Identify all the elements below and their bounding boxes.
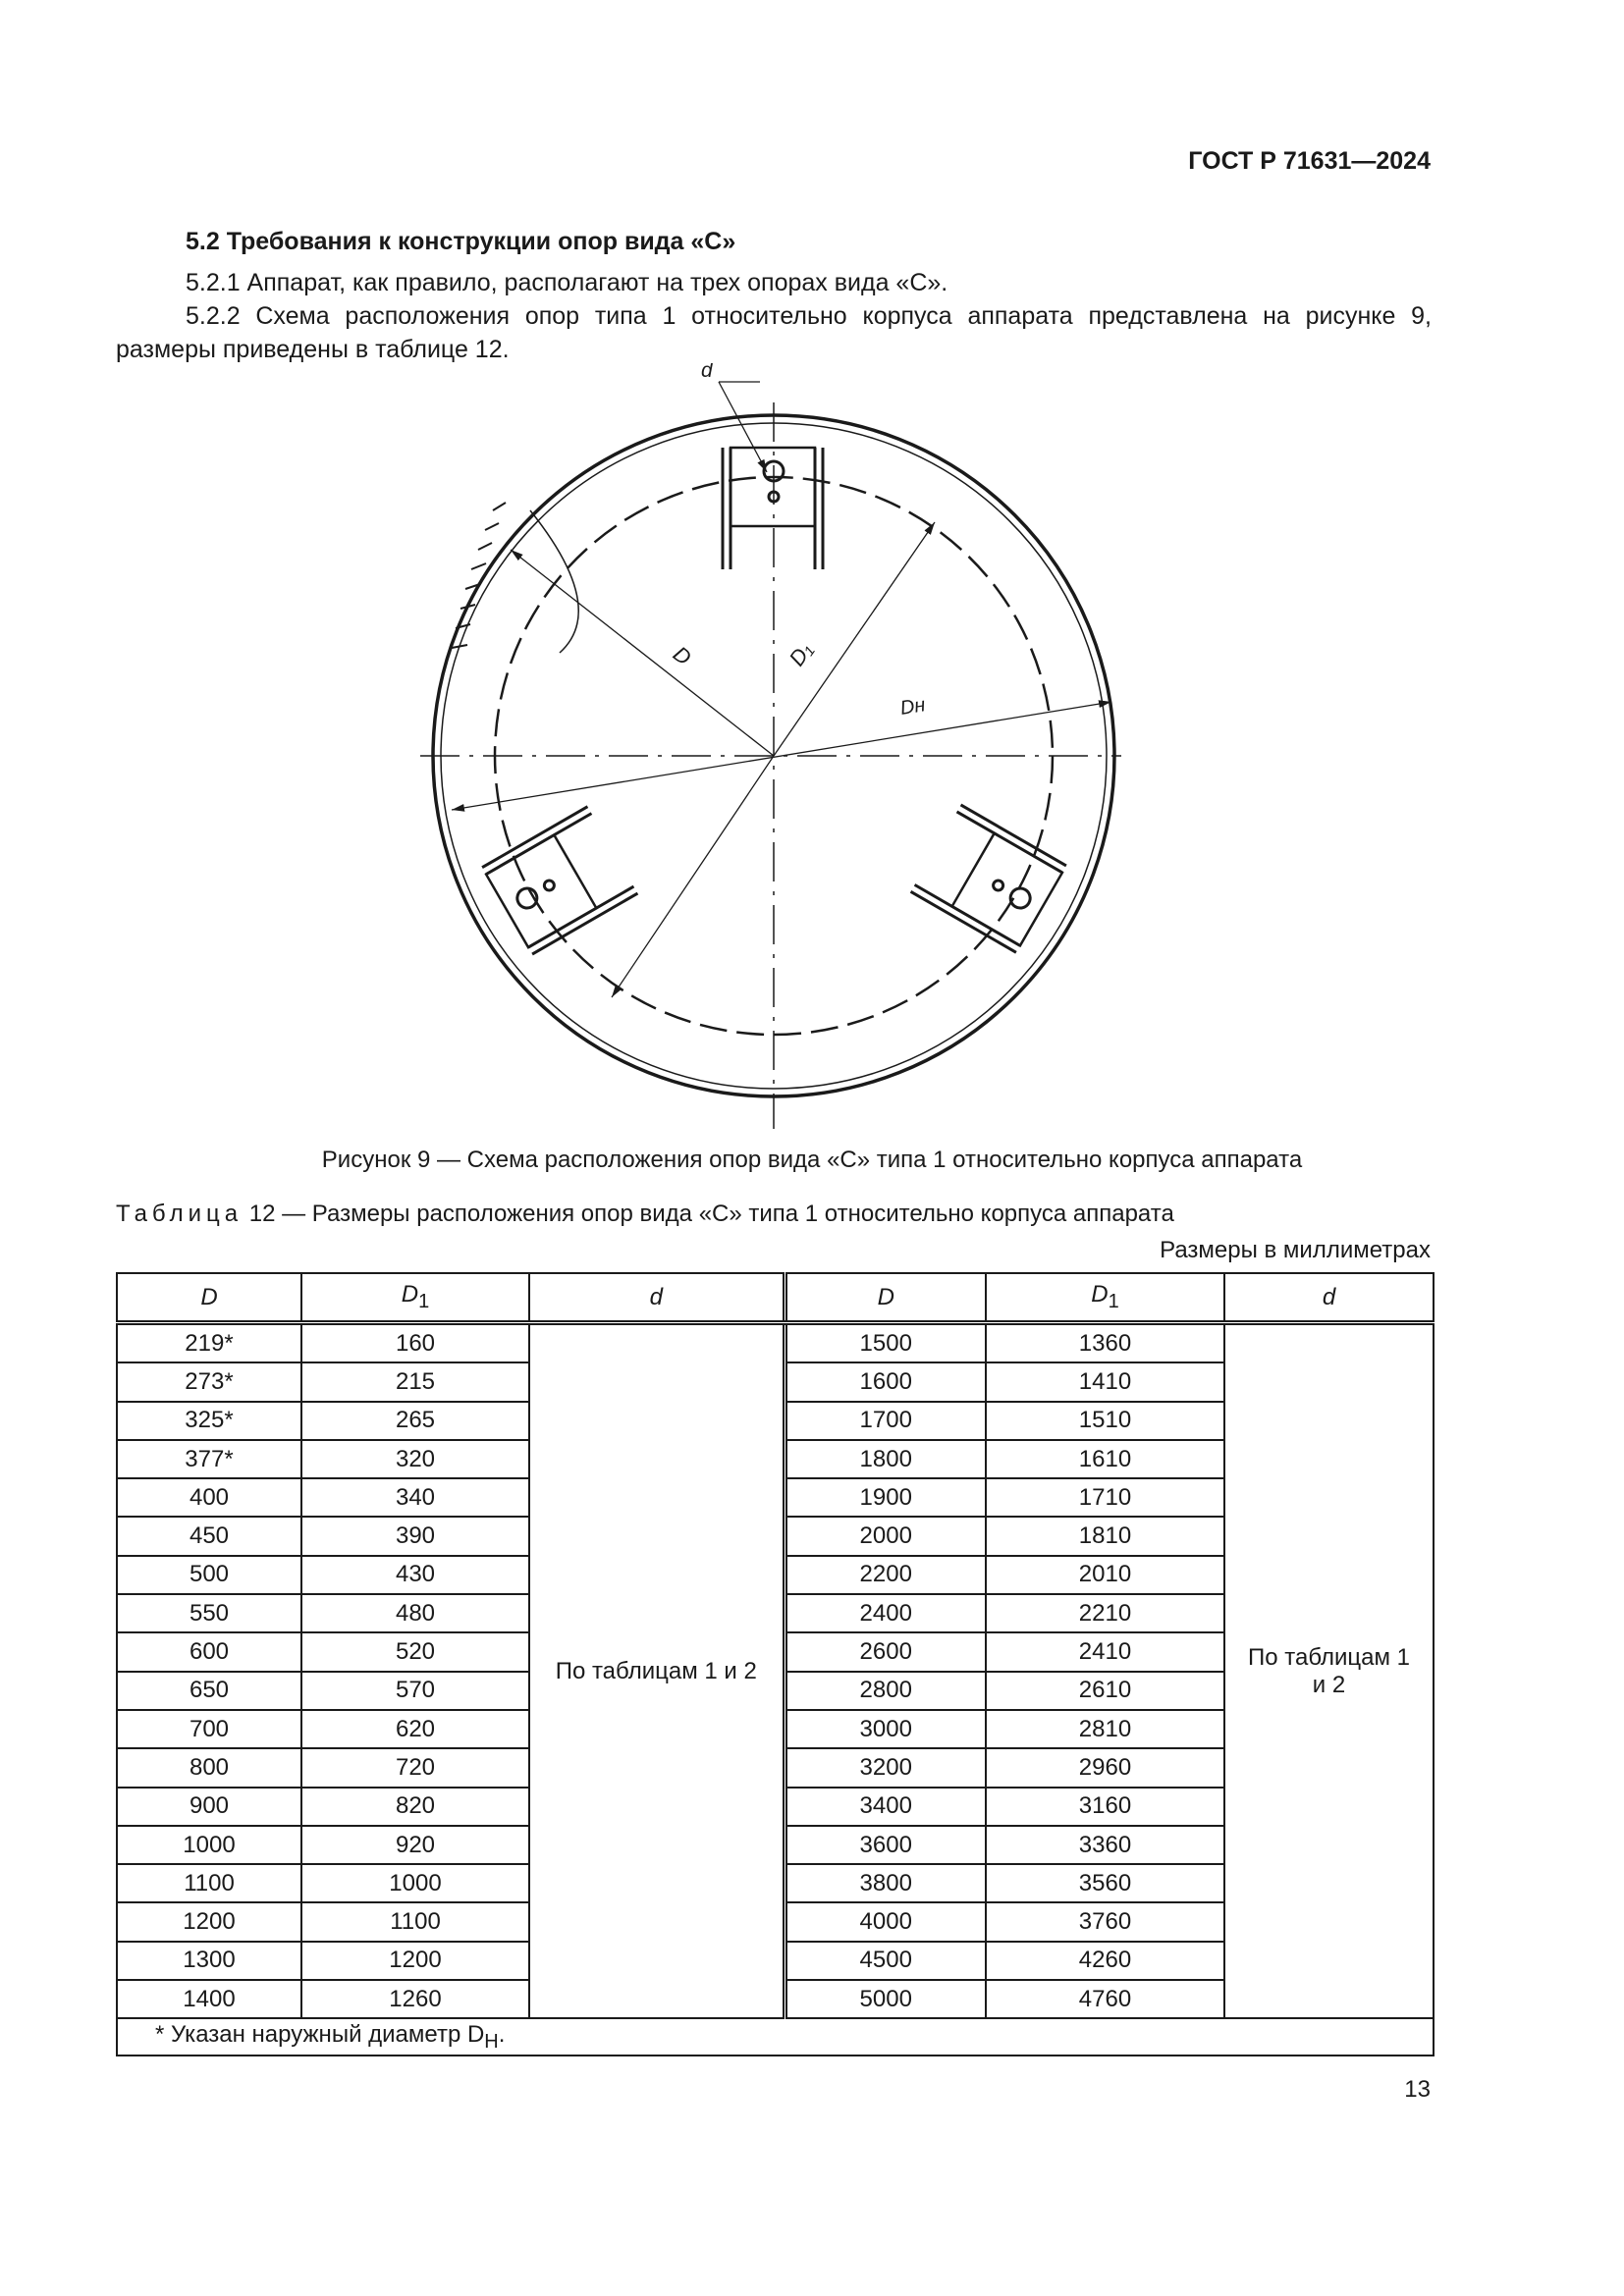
header-d-right: d bbox=[1224, 1273, 1434, 1323]
cell-D-right: 4500 bbox=[785, 1942, 986, 1980]
cell-D-right: 1600 bbox=[785, 1362, 986, 1401]
cell-D1-left: 820 bbox=[301, 1788, 529, 1826]
cell-D-right: 2800 bbox=[785, 1672, 986, 1710]
paragraph-5-2-1: 5.2.1 Аппарат, как правило, располагают на трех опорах вида «С». bbox=[186, 269, 948, 296]
cell-D1-right: 1610 bbox=[986, 1440, 1224, 1478]
cell-D1-left: 620 bbox=[301, 1710, 529, 1748]
cell-D1-right: 3760 bbox=[986, 1902, 1224, 1941]
cell-D1-right: 3560 bbox=[986, 1864, 1224, 1902]
cell-D-right: 3400 bbox=[785, 1788, 986, 1826]
cell-D-right: 1800 bbox=[785, 1440, 986, 1478]
table-caption bbox=[116, 1201, 1174, 1228]
table-body bbox=[117, 1323, 1434, 2019]
figure-caption: Рисунок 9 — Схема расположения опор вида «С» типа 1 относительно корпуса аппарата bbox=[321, 1147, 1303, 1173]
table-12 bbox=[116, 1272, 1433, 2056]
cell-D1-left: 265 bbox=[301, 1402, 529, 1440]
cell-D1-right: 3360 bbox=[986, 1826, 1224, 1864]
cell-D-left: 800 bbox=[117, 1748, 301, 1787]
label-Dn: Dн bbox=[898, 694, 927, 720]
cell-D-left: 600 bbox=[117, 1632, 301, 1671]
cell-D1-left: 1100 bbox=[301, 1902, 529, 1941]
cell-D1-right: 2610 bbox=[986, 1672, 1224, 1710]
figure-9 bbox=[412, 363, 1129, 1144]
cell-D-right: 2600 bbox=[785, 1632, 986, 1671]
support-top bbox=[723, 448, 823, 569]
cell-D-left: 1200 bbox=[117, 1902, 301, 1941]
cell-D1-left: 920 bbox=[301, 1826, 529, 1864]
cell-D1-right: 2210 bbox=[986, 1594, 1224, 1632]
label-d: d bbox=[701, 363, 713, 382]
label-D1: D₁ bbox=[784, 637, 818, 670]
cell-D1-left: 480 bbox=[301, 1594, 529, 1632]
cell-D-right: 2400 bbox=[785, 1594, 986, 1632]
cell-D-left: 500 bbox=[117, 1556, 301, 1594]
cell-D-left: 450 bbox=[117, 1517, 301, 1555]
cell-D1-right: 2410 bbox=[986, 1632, 1224, 1671]
cell-D1-left: 1260 bbox=[301, 1980, 529, 2018]
cell-D-right: 3600 bbox=[785, 1826, 986, 1864]
paragraph-5-2-2: 5.2.2 Схема расположения опор типа 1 относительно корпуса аппарата представлена на рисунке 9, размеры приведены в таблице 12. bbox=[116, 302, 1432, 363]
table-footnote: * Указан наружный диаметр $D_Н$. bbox=[117, 2018, 1434, 2056]
dim-line-D1-opposite bbox=[612, 756, 774, 997]
cell-D-right: 4000 bbox=[785, 1902, 986, 1941]
cell-D1-right: 2960 bbox=[986, 1748, 1224, 1787]
cell-D-right: 3200 bbox=[785, 1748, 986, 1787]
cell-D1-left: 215 bbox=[301, 1362, 529, 1401]
cell-d-right-line2: и 2 bbox=[1312, 1671, 1346, 1698]
cell-D-left: 1300 bbox=[117, 1942, 301, 1980]
cell-D-right: 5000 bbox=[785, 1980, 986, 2018]
cell-D-left: 550 bbox=[117, 1594, 301, 1632]
cell-D1-left: 1000 bbox=[301, 1864, 529, 1902]
cell-D1-left: 390 bbox=[301, 1517, 529, 1555]
cell-D1-right: 1810 bbox=[986, 1517, 1224, 1555]
cell-D1-right: 3160 bbox=[986, 1788, 1224, 1826]
cell-d-right-merged bbox=[1224, 1323, 1434, 2019]
cell-D-left: 650 bbox=[117, 1672, 301, 1710]
cell-D-right: 1500 bbox=[785, 1323, 986, 1363]
cell-D-right: 3000 bbox=[785, 1710, 986, 1748]
page-number: 13 bbox=[1404, 2076, 1431, 2103]
dimensions-table bbox=[116, 1272, 1435, 2056]
cell-D-right: 1700 bbox=[785, 1402, 986, 1440]
header-D-left: D bbox=[117, 1273, 301, 1323]
cell-D1-left: 570 bbox=[301, 1672, 529, 1710]
cell-D-left: 1100 bbox=[117, 1864, 301, 1902]
label-D: D bbox=[668, 641, 696, 670]
cell-D1-right: 1710 bbox=[986, 1478, 1224, 1517]
cell-D-right: 1900 bbox=[785, 1478, 986, 1517]
cell-D-left: 1400 bbox=[117, 1980, 301, 2018]
units-note: Размеры в миллиметрах bbox=[1160, 1237, 1431, 1263]
table-caption-prefix: Таблица bbox=[116, 1201, 244, 1227]
header-D1-left: $D_1$ bbox=[301, 1273, 529, 1323]
cell-D-right: 3800 bbox=[785, 1864, 986, 1902]
cell-D1-right: 1410 bbox=[986, 1362, 1224, 1401]
cell-D-left: 377* bbox=[117, 1440, 301, 1478]
cell-D-right: 2200 bbox=[785, 1556, 986, 1594]
cell-D-left: 219* bbox=[117, 1323, 301, 1363]
cell-D1-left: 160 bbox=[301, 1323, 529, 1363]
cell-D1-left: 340 bbox=[301, 1478, 529, 1517]
cell-D-left: 700 bbox=[117, 1710, 301, 1748]
cell-D-left: 325* bbox=[117, 1402, 301, 1440]
table-row bbox=[117, 1323, 1434, 1363]
header-D1-right: $D_1$ bbox=[986, 1273, 1224, 1323]
cell-D-left: 1000 bbox=[117, 1826, 301, 1864]
dim-line-D bbox=[511, 550, 774, 756]
cell-D1-right: 2010 bbox=[986, 1556, 1224, 1594]
table-caption-text: 12 — Размеры расположения опор вида «С» типа 1 относительно корпуса аппарата bbox=[243, 1201, 1174, 1227]
cell-D-left: 400 bbox=[117, 1478, 301, 1517]
cell-D-left: 900 bbox=[117, 1788, 301, 1826]
table-footnote-row bbox=[117, 2018, 1434, 2056]
cell-D1-left: 430 bbox=[301, 1556, 529, 1594]
cell-D1-right: 4260 bbox=[986, 1942, 1224, 1980]
support-layout-drawing bbox=[412, 363, 1129, 1139]
support-lower-right bbox=[911, 805, 1066, 952]
cell-D-left: 273* bbox=[117, 1362, 301, 1401]
cell-D1-left: 520 bbox=[301, 1632, 529, 1671]
document-id: ГОСТ Р 71631—2024 bbox=[1188, 147, 1431, 175]
cell-D1-left: 1200 bbox=[301, 1942, 529, 1980]
cell-D1-left: 720 bbox=[301, 1748, 529, 1787]
cell-D-right: 2000 bbox=[785, 1517, 986, 1555]
cell-D1-right: 2810 bbox=[986, 1710, 1224, 1748]
header-d-left: d bbox=[529, 1273, 785, 1323]
cell-D1-right: 4760 bbox=[986, 1980, 1224, 2018]
cell-D1-right: 1510 bbox=[986, 1402, 1224, 1440]
section-heading: 5.2 Требования к конструкции опор вида «С» bbox=[186, 228, 736, 255]
header-D-right: D bbox=[785, 1273, 986, 1323]
cell-d-right-line1: По таблицам 1 bbox=[1247, 1643, 1411, 1671]
cell-D1-left: 320 bbox=[301, 1440, 529, 1478]
table-header-row bbox=[117, 1273, 1434, 1323]
cell-D1-right: 1360 bbox=[986, 1323, 1224, 1363]
detail-boundary bbox=[530, 510, 578, 653]
cell-d-left-merged: По таблицам 1 и 2 bbox=[529, 1323, 785, 2019]
